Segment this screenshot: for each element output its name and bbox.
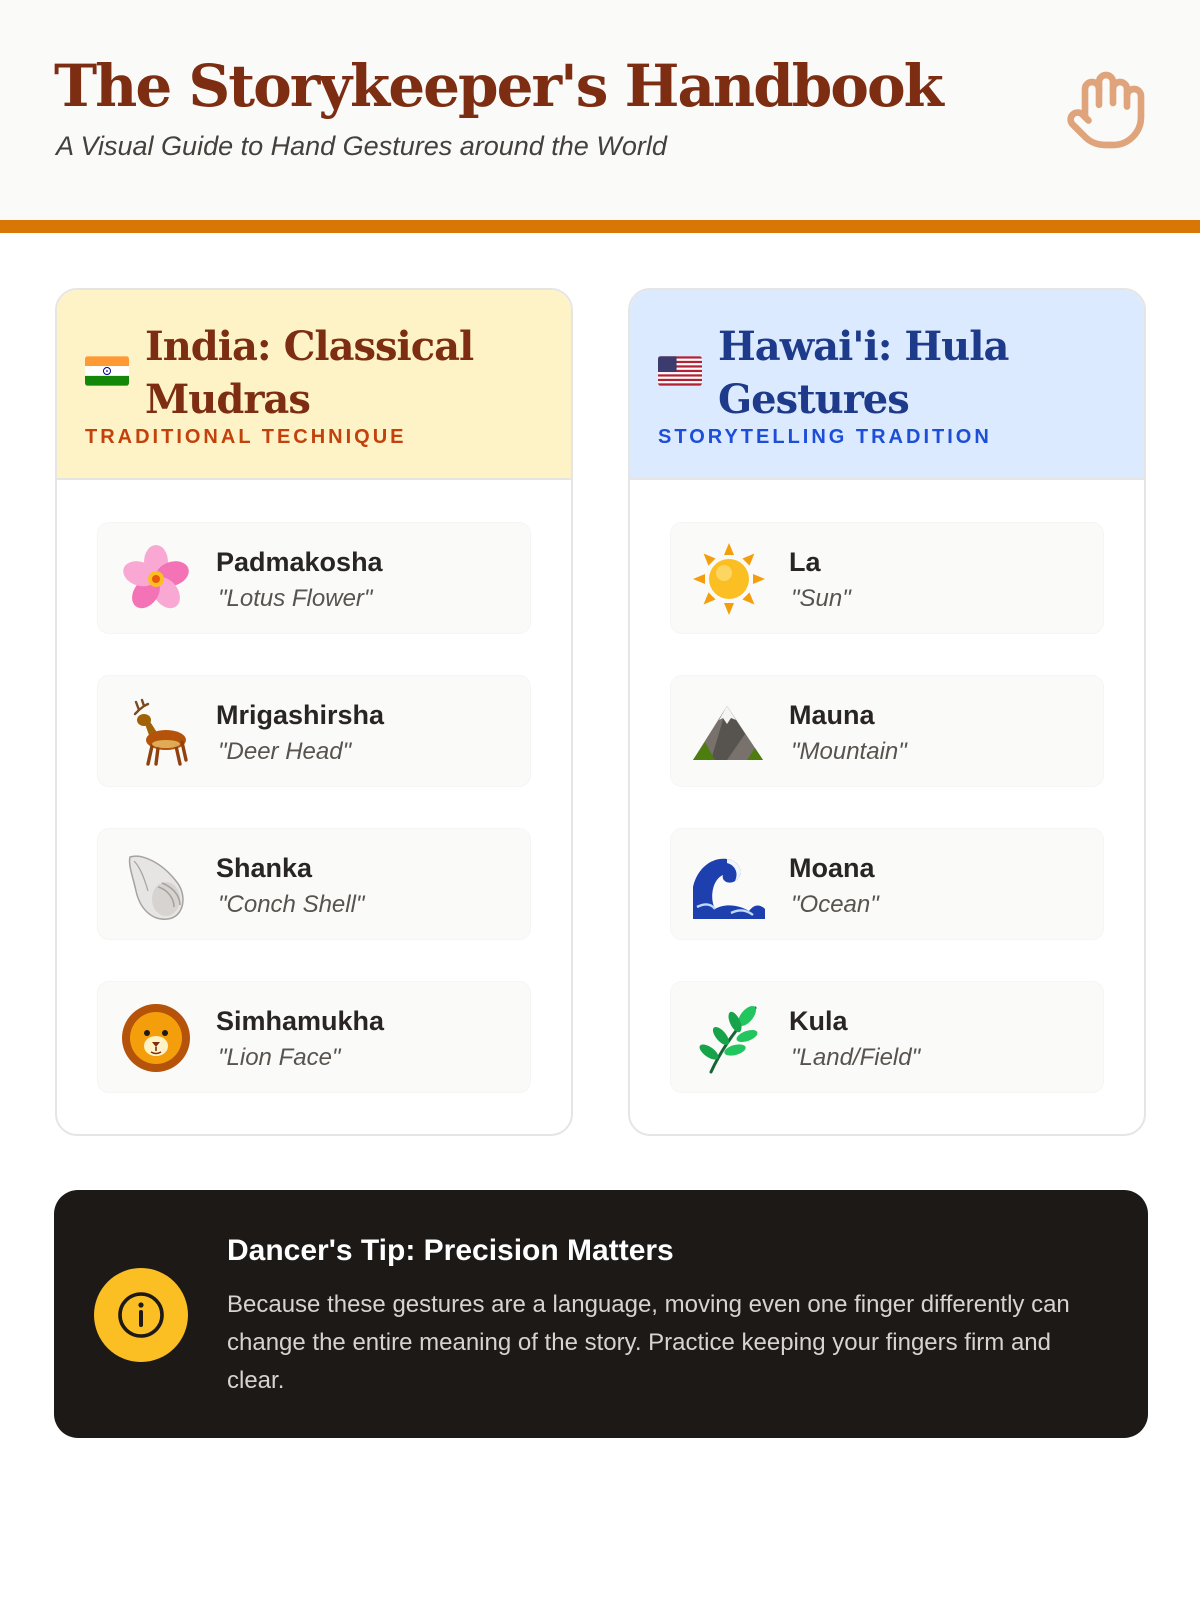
usa-flag-icon <box>658 356 702 386</box>
hawaii-hula-card <box>628 288 1146 1136</box>
mountain-icon <box>691 694 767 770</box>
india-flag-icon <box>85 356 129 386</box>
list-item <box>97 675 531 787</box>
list-item <box>97 981 531 1093</box>
list-item <box>670 981 1104 1093</box>
list-item <box>670 522 1104 634</box>
herb-leaf-icon <box>691 1000 767 1076</box>
gesture-name: Moana <box>789 853 875 883</box>
conch-shell-icon <box>118 847 194 923</box>
card-title: India: Classical Mudras <box>145 323 474 423</box>
gesture-meaning: "Sun" <box>791 585 851 612</box>
list-item <box>670 675 1104 787</box>
gesture-name: Padmakosha <box>216 547 383 577</box>
gesture-name: La <box>789 547 821 577</box>
gesture-meaning: "Lotus Flower" <box>218 585 373 612</box>
page-subtitle: A Visual Guide to Hand Gestures around the World <box>56 131 667 161</box>
card-tag: STORYTELLING TRADITION <box>658 426 992 448</box>
dancers-tip-panel <box>54 1190 1148 1438</box>
page-title: The Storykeeper's Handbook <box>54 52 942 120</box>
lion-face-icon <box>118 1000 194 1076</box>
deer-icon <box>118 694 194 770</box>
list-item <box>97 828 531 940</box>
info-badge <box>94 1268 188 1362</box>
lotus-flower-icon <box>118 541 194 617</box>
gesture-name: Kula <box>789 1006 848 1036</box>
card-tag: TRADITIONAL TECHNIQUE <box>85 426 407 448</box>
list-item <box>97 522 531 634</box>
header-divider <box>0 220 1200 233</box>
gesture-meaning: "Deer Head" <box>218 738 352 765</box>
ocean-wave-icon <box>691 847 767 923</box>
gesture-meaning: "Land/Field" <box>791 1044 921 1071</box>
page-header <box>0 0 1200 220</box>
gesture-name: Shanka <box>216 853 313 883</box>
list-item <box>670 828 1104 940</box>
gesture-meaning: "Conch Shell" <box>218 891 365 918</box>
gesture-meaning: "Lion Face" <box>218 1044 341 1071</box>
gesture-name: Simhamukha <box>216 1006 385 1036</box>
card-header <box>57 290 571 480</box>
tip-title: Dancer's Tip: Precision Matters <box>227 1234 674 1267</box>
hand-icon <box>1064 68 1148 152</box>
gesture-meaning: "Mountain" <box>791 738 907 765</box>
gesture-name: Mauna <box>789 700 875 730</box>
gesture-meaning: "Ocean" <box>791 891 879 918</box>
tip-text: Because these gestures are a language, moving even one finger differently can change the entire meaning of the story. Practice keeping your fingers firm and clear. <box>227 1291 1070 1394</box>
card-title: Hawai'i: Hula Gestures <box>718 323 1009 423</box>
info-icon <box>94 1268 188 1362</box>
india-mudras-card <box>55 288 573 1136</box>
card-header <box>630 290 1144 480</box>
gesture-name: Mrigashirsha <box>216 700 385 730</box>
sun-icon <box>691 541 767 617</box>
